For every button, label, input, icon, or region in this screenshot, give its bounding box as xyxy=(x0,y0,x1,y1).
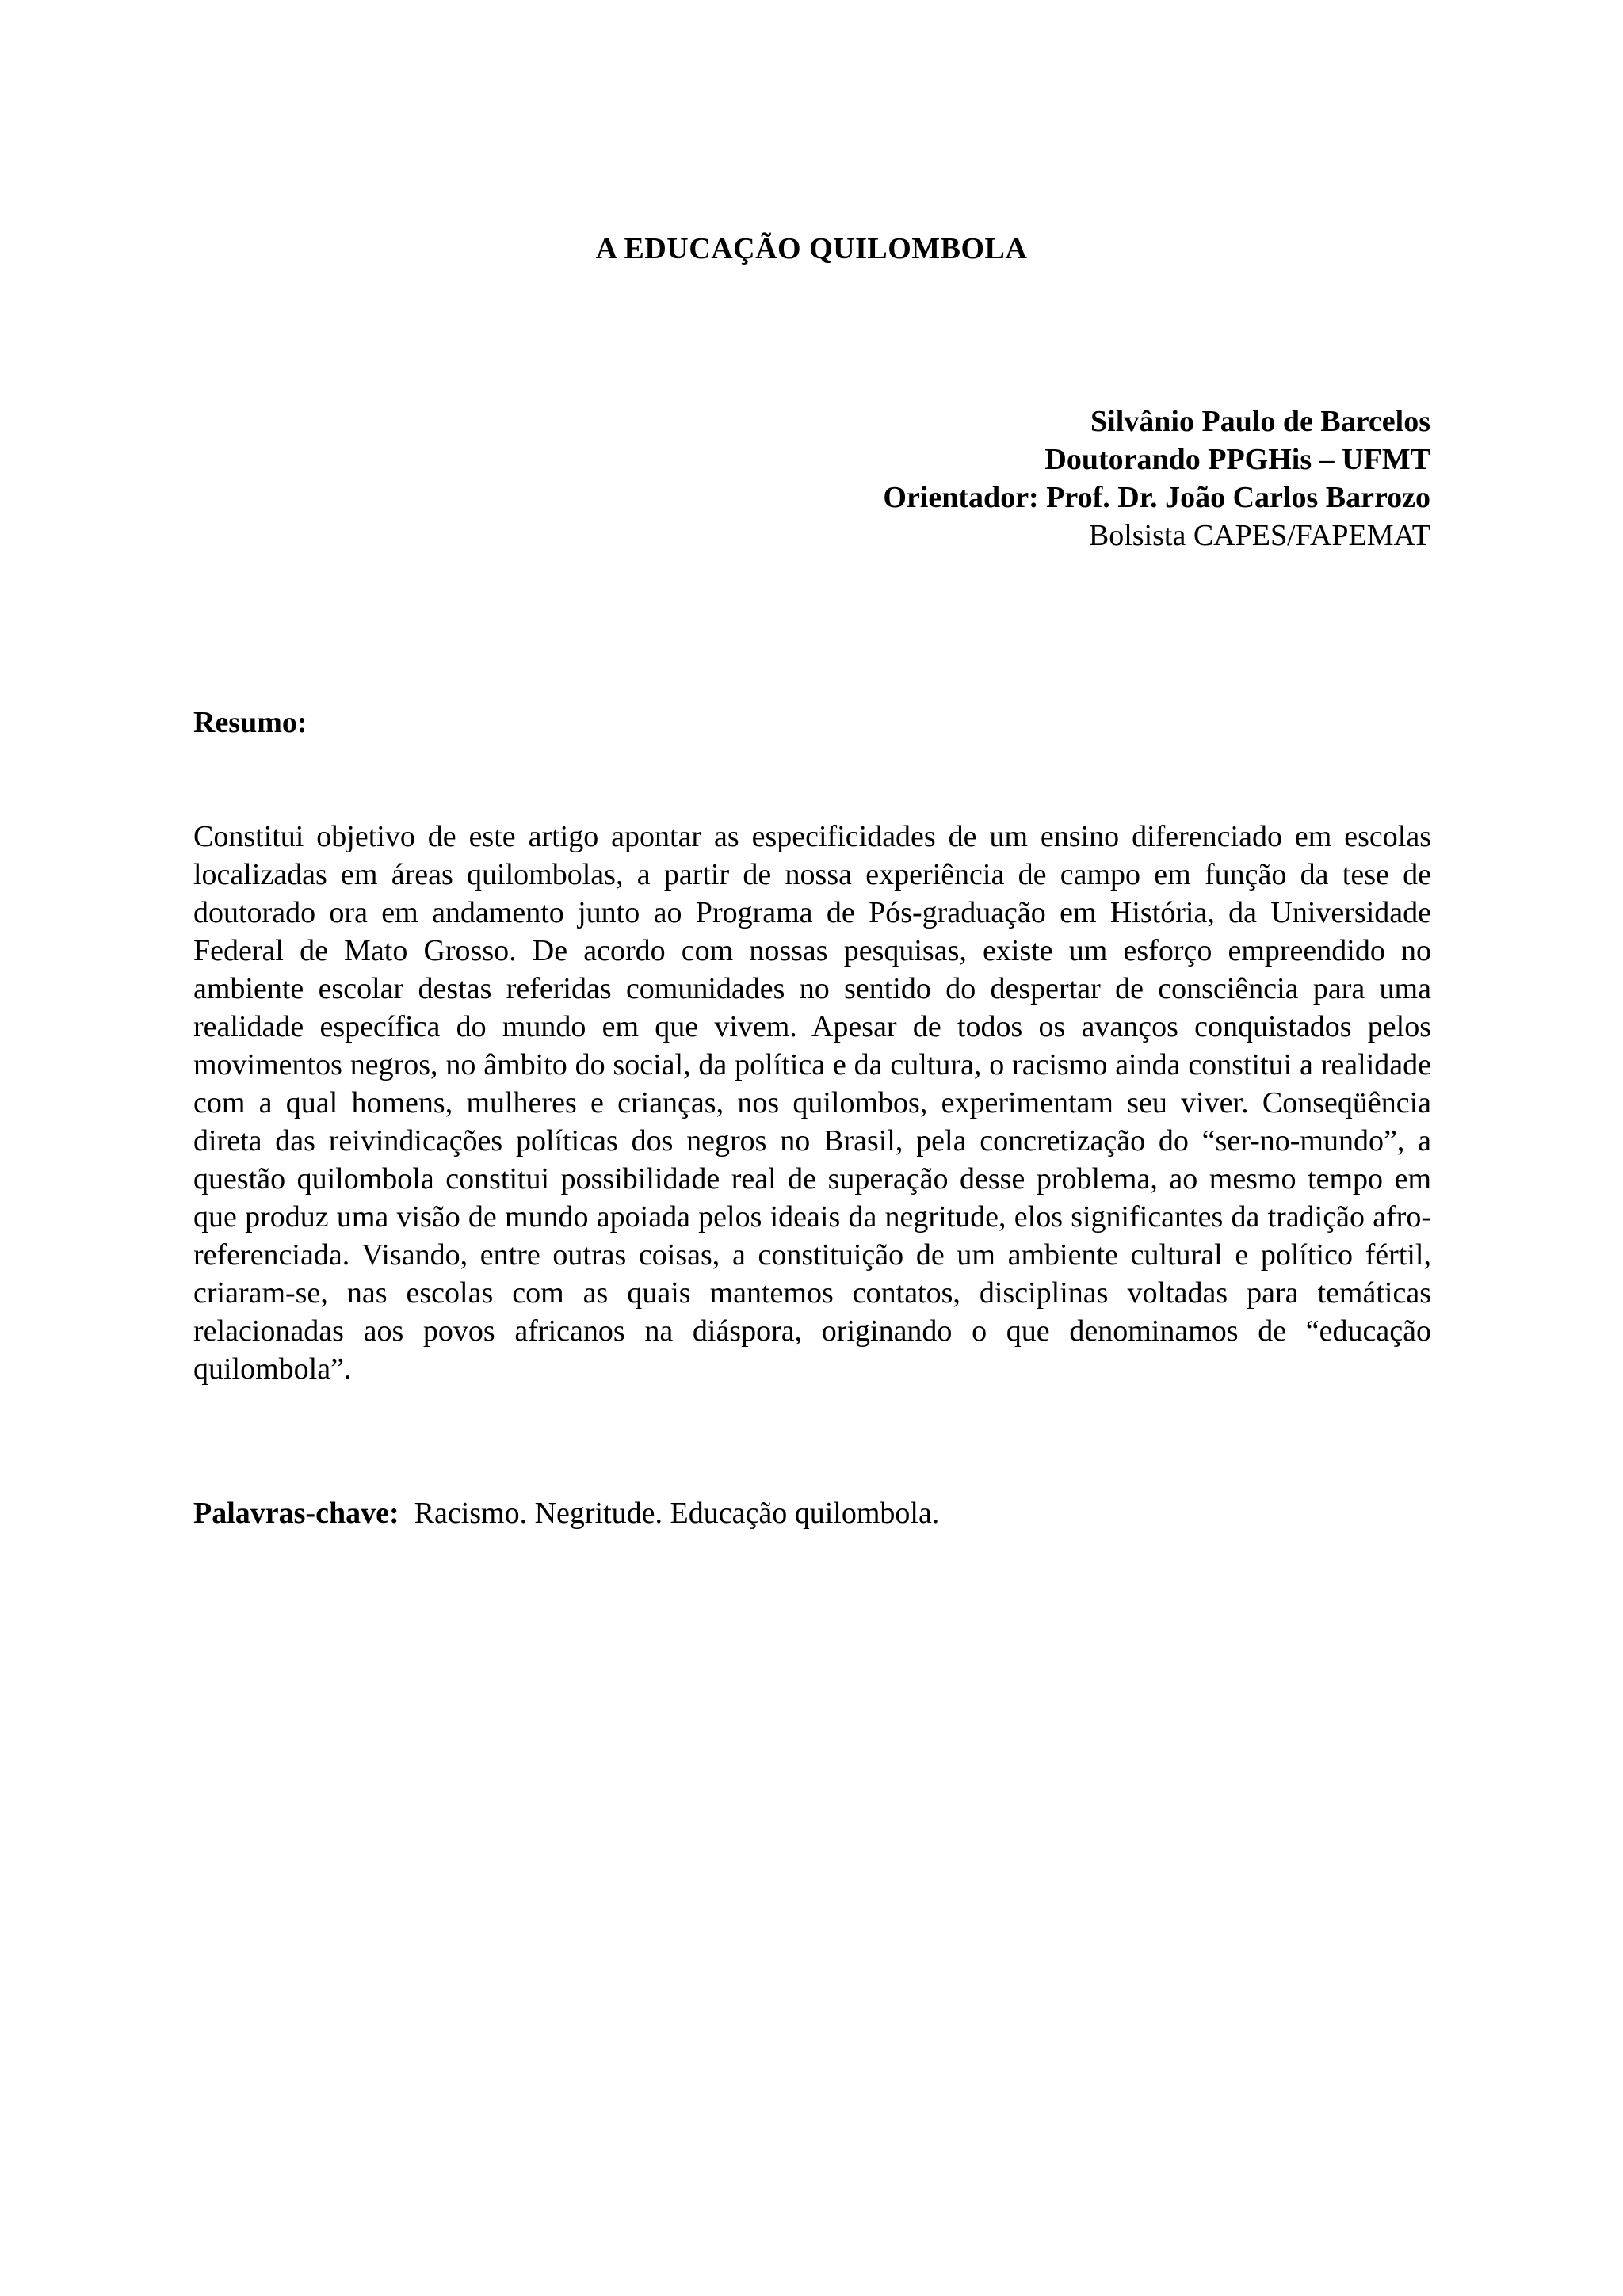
keywords-value: Racismo. Negritude. Educação quilombola. xyxy=(414,1497,940,1530)
author-name: Silvânio Paulo de Barcelos xyxy=(1090,405,1430,438)
author-scholarship: Bolsista CAPES/FAPEMAT xyxy=(1088,519,1430,552)
paper-title: A EDUCAÇÃO QUILOMBOLA xyxy=(595,232,1028,265)
keywords-line xyxy=(193,1494,1431,1532)
abstract-text: Constitui objetivo de este artigo apontar as especificidades de um ensino diferenciado em escolas localizadas em áreas quilombolas, a partir de nossa experiência de campo em função da tese de doutorado ora em andamento junto ao Programa de Pós-graduação em História, da Universidade Federal de Mato Grosso. De acordo com nossas pesquisas, existe um esforço empreendido no ambiente escolar destas referidas comunidades no sentido do despertar de consciência para uma realidade específica do mundo em que vivem. Apesar de todos os avanços conquistados pelos movimentos negros, no âmbito do social, da política e da cultura, o racismo ainda constitui a realidade com a qual homens, mulheres e crianças, nos quilombos, experimentam seu viver. Conseqüência direta das reivindicações políticas dos negros no Brasil, pela concretização do “ser-no-mundo”, a questão quilombola constitui possibilidade real de superação desse problema, ao mesmo tempo em que produz uma visão de mundo apoiada pelos ideais da negritude, elos significantes da tradição afro-referenciada. Visando, entre outras coisas, a constituição de um ambiente cultural e político fértil, criaram-se, nas escolas com as quais mantemos contatos, disciplinas voltadas para temáticas relacionadas aos povos africanos na diáspora, originando o que denominamos de “educação quilombola”. xyxy=(193,820,1431,1386)
author-advisor: Orientador: Prof. Dr. João Carlos Barrozo xyxy=(883,481,1430,514)
author-block xyxy=(883,402,1430,555)
keywords-label: Palavras-chave: xyxy=(193,1497,399,1530)
abstract-heading: Resumo: xyxy=(193,706,307,739)
author-affiliation: Doutorando PPGHis – UFMT xyxy=(1044,443,1430,476)
